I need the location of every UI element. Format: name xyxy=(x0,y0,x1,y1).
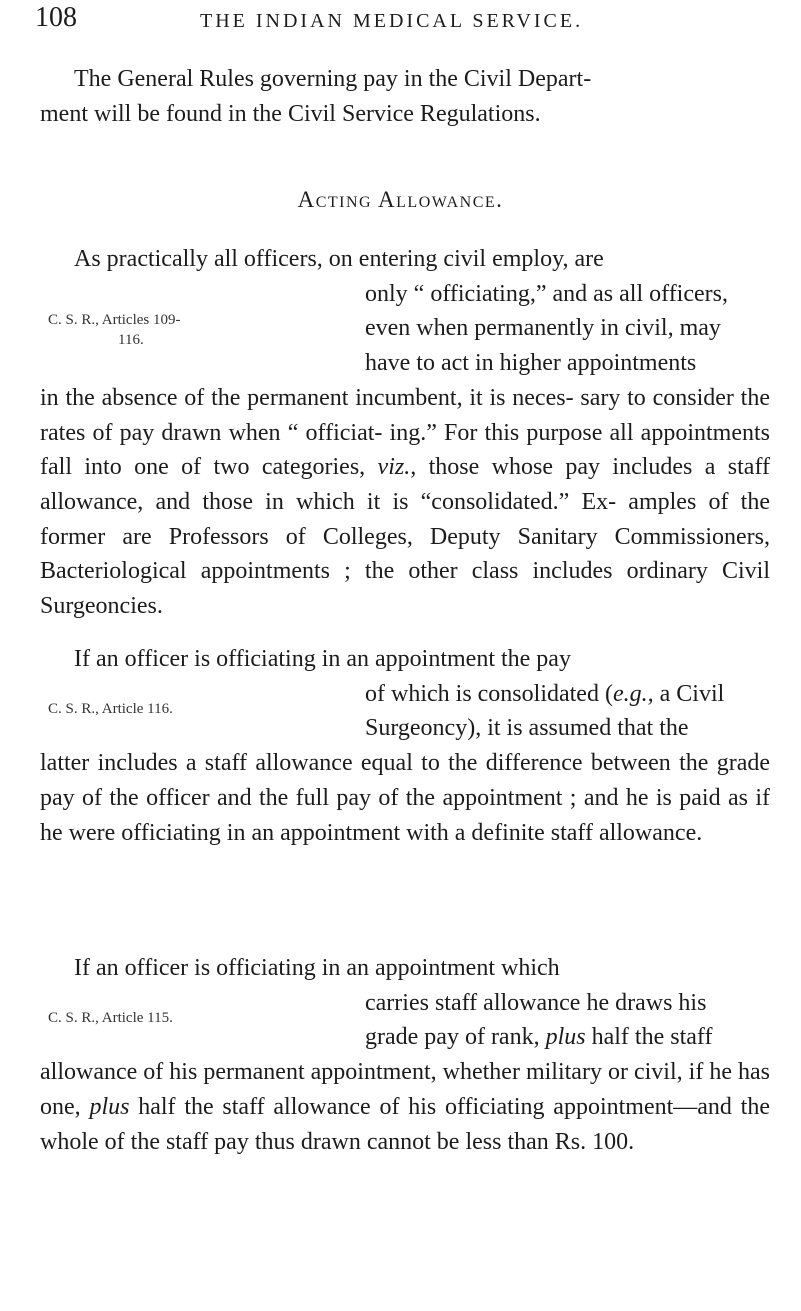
p3-plus-1: plus xyxy=(545,1024,586,1051)
p3-hang-2-a: grade pay of rank, xyxy=(365,1024,540,1051)
p1-hang-2: even when permanently in civil, may xyxy=(365,315,721,342)
margin-note-1-line-2: 116. xyxy=(118,332,144,348)
p1-lead: As practically all officers, on entering civil employ, are xyxy=(74,246,604,272)
intro-line-2: ment will be found in the Civil Service Regulations. xyxy=(40,100,541,127)
p3-hang-2 xyxy=(40,1020,770,1055)
page-number: 108 xyxy=(35,2,77,33)
p3-hang-1: carries staff allowance he draws his xyxy=(365,989,707,1016)
running-head: THE INDIAN MEDICAL SERVICE. xyxy=(200,10,584,32)
p3-lead: If an officer is officiating in an appointment which xyxy=(74,955,560,981)
intro-paragraph xyxy=(40,62,770,131)
p3-hang-2-b: half the staff xyxy=(591,1024,713,1051)
page-header xyxy=(35,2,775,46)
p2-lead: If an officer is officiating in an appointment the pay xyxy=(74,646,571,672)
margin-note-1-line-1: C. S. R., Articles 109- xyxy=(48,312,181,328)
margin-note-2-text: C. S. R., Article 116. xyxy=(48,701,173,717)
p3-rest-b: half the staff allowance of his officiating appointment—and the whole of the staff pay thus drawn cannot be less than Rs. 100. xyxy=(40,1093,771,1155)
intro-line-1: The General Rules governing pay in the Civil Depart- xyxy=(74,66,592,92)
p1-hang-3: have to act in higher appointments xyxy=(365,350,697,377)
paragraph-3 xyxy=(40,951,770,1159)
paragraph-2 xyxy=(40,642,770,850)
p2-hang-1-b: a Civil xyxy=(653,680,725,707)
p1-hang-1: only “ officiating,” and as all officers, xyxy=(365,280,728,307)
p2-hang-2: Surgeoncy), it is assumed that the xyxy=(365,715,689,742)
p3-rest-a: allowance of his permanent appointment, whether military or civil, if he has one, xyxy=(40,1059,770,1120)
p2-hang-1 xyxy=(40,677,770,712)
p2-rest: latter includes a staff allowance equal to the difference between the grade pay of the officer and the full pay of the appointment ; and he is paid as if he were officiating in an appointment with a definite staff allowance. xyxy=(40,750,770,846)
p1-rest: in the absence of the permanent incumbent, it is neces- sary to consider the rates of pay drawn when “ officiat- ing.” For this purpose all appointments fall into one of two categories, xyxy=(40,384,770,481)
p3-plus-2: plus xyxy=(89,1093,130,1120)
p2-eg: e.g., xyxy=(612,680,654,707)
p1-rest-2: those whose pay includes a staff allowance, and those in which it is “consolidated.” Ex- amples of the former are Professors of Colleges, Deputy Sanitary Commissioners, Bacteriological appointments ; the other class includes ordinary Civil Surgeoncies. xyxy=(40,454,771,620)
paragraph-1 xyxy=(40,242,770,624)
p2-hang-1-a: of which is consolidated ( xyxy=(365,680,613,707)
section-title: Acting Allowance. xyxy=(297,187,504,212)
margin-note-3-text: C. S. R., Article 115. xyxy=(48,1010,173,1026)
p1-viz: viz., xyxy=(377,454,417,481)
